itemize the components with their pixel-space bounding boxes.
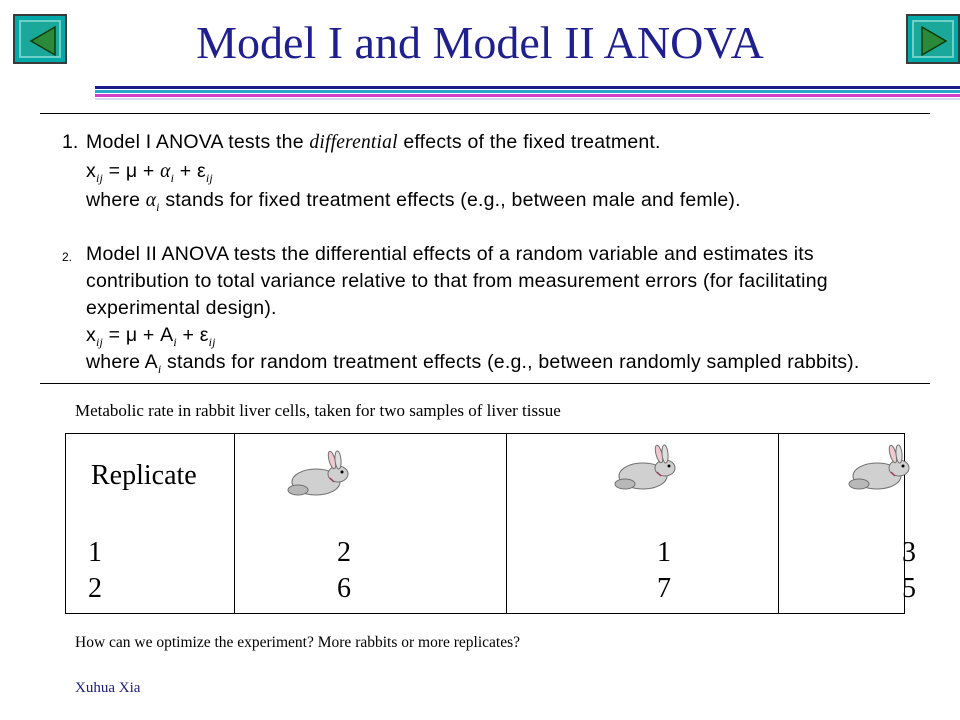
point-1-where: where $\alpha_i$ stands for fixed treatment effects (e.g., between male and femle). [86, 189, 741, 214]
point-2-line-3: experimental design). [86, 297, 277, 319]
rabbit-data-table [65, 433, 916, 614]
rabbit-1-rep-1: 2 [337, 537, 351, 568]
point-2-where: where $A_i$ stands for random treatment effects (e.g., between randomly sampled rabbits). [86, 351, 860, 376]
rabbit-2-rep-2: 7 [657, 573, 671, 604]
replicate-2-label: 2 [88, 573, 102, 604]
rabbit-icon [607, 444, 687, 492]
top-rule [40, 113, 930, 114]
author-footer: Xuhua Xia [75, 680, 141, 696]
rabbit-1-rep-2: 6 [337, 573, 351, 604]
question-text: How can we optimize the experiment? More rabbits or more replicates? [75, 634, 521, 651]
slide-title: Model I and Model II ANOVA [196, 17, 764, 68]
point-1-text: Model I ANOVA tests the differential effects of the fixed treatment. [86, 131, 661, 153]
replicate-column [66, 434, 235, 614]
point-2-equation: $x_{ij} = \mu + A_i + \varepsilon_{ij}$ [86, 324, 216, 349]
rabbit-2-column [507, 434, 779, 614]
point-2-number: 2. [62, 250, 73, 264]
point-2-line-1: Model II ANOVA tests the differential effects of a random variable and estimates its [86, 243, 814, 265]
rabbit-3-rep-2: 5 [902, 573, 916, 604]
replicate-header: Replicate [91, 460, 197, 491]
rabbit-1-column [235, 434, 507, 614]
replicate-1-label: 1 [88, 537, 102, 568]
rabbit-3-column [779, 434, 916, 614]
rabbit-2-rep-1: 1 [657, 537, 671, 568]
point-2-line-2: contribution to total variance relative to that from measurement errors (for facilitating [86, 270, 828, 292]
bottom-rule [40, 383, 930, 384]
point-1-number: 1. [62, 131, 79, 153]
rabbit-icon [841, 444, 921, 492]
table-caption: Metabolic rate in rabbit liver cells, taken for two samples of liver tissue [75, 401, 561, 420]
rabbit-icon [280, 450, 360, 498]
rabbit-3-rep-1: 3 [902, 537, 916, 568]
point-1-equation: $x_{ij} = \mu + \alpha_i + \varepsilon_{ij}$ [86, 160, 213, 185]
